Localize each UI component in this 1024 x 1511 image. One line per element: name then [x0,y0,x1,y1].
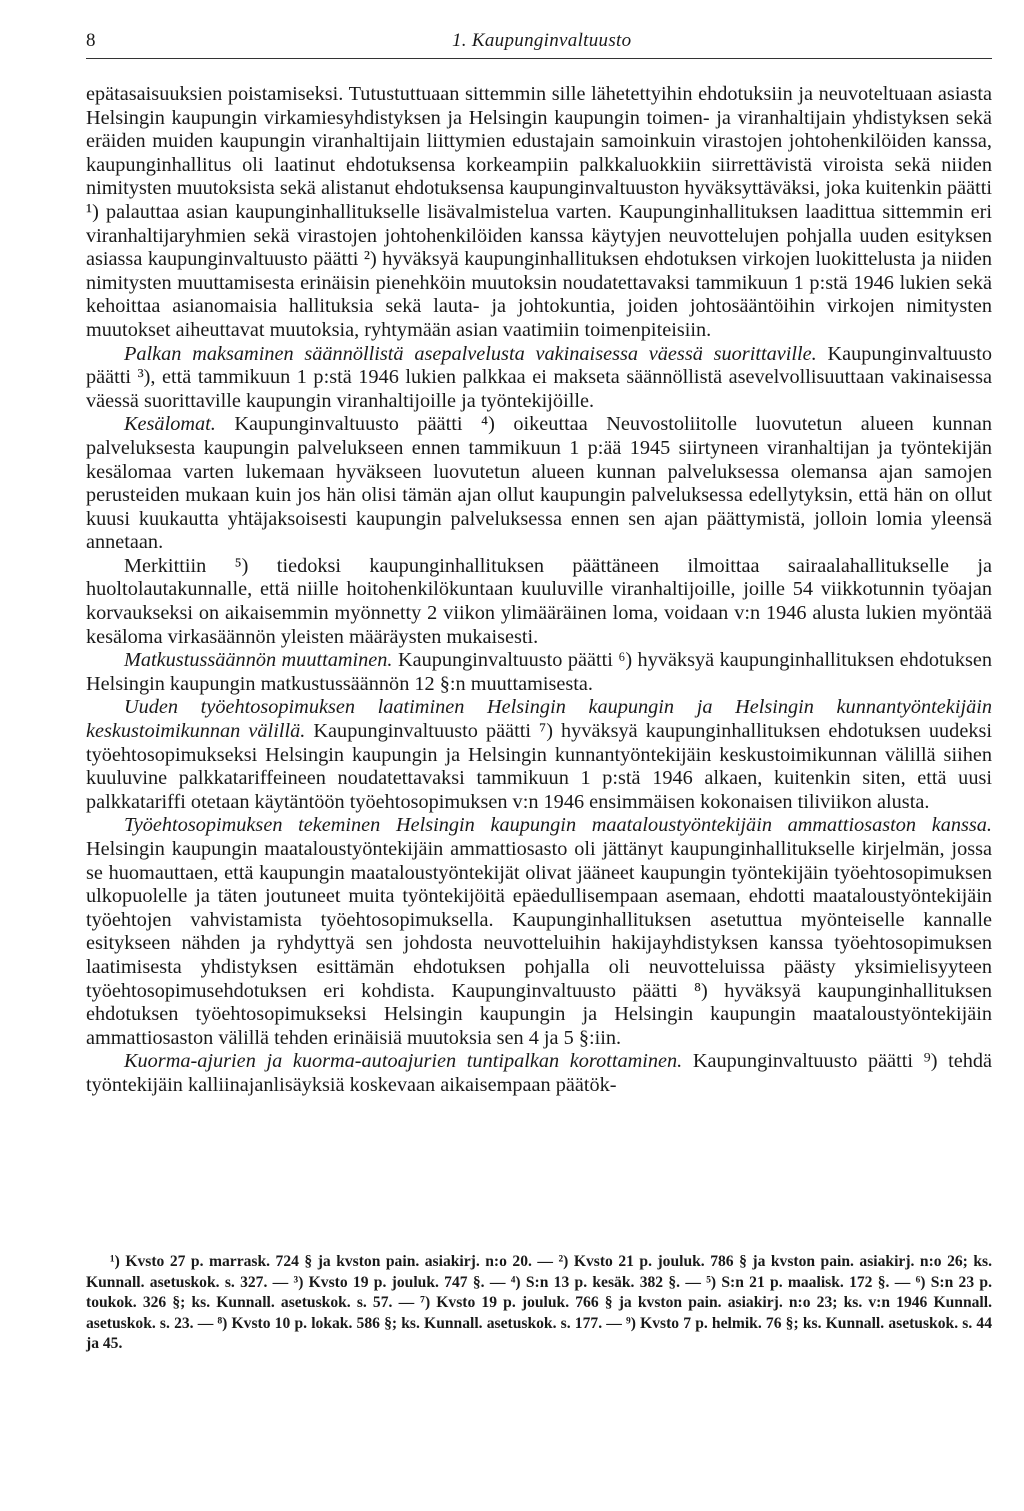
paragraph [86,555,992,649]
run-in-heading: Kuorma-ajurien ja kuorma-autoajurien tuntipalkan korottaminen. [124,1050,683,1073]
paragraph-text: Kaupunginvaltuusto päätti ⁶) hyväksyä kaupunginhallituksen ehdotuksen Helsingin kaupungin matkustussäännön 12 §:n muuttamisesta. [86,649,992,695]
page-number: 8 [86,30,96,51]
run-in-heading: Työehtosopimuksen tekeminen Helsingin kaupungin maataloustyöntekijäin ammattiosaston kanssa. [124,814,992,837]
paragraph [86,83,992,343]
run-in-heading: Uuden työehtosopimuksen laatiminen Helsingin kaupungin ja Helsingin kunnantyöntekijäin keskustoimikunnan välillä. [86,696,992,743]
footnotes [86,1252,992,1355]
page-header [86,28,992,59]
run-in-heading: Palkan maksaminen säännöllistä asepalvelusta vakinaisessa väessä suorittaville. [124,342,817,365]
paragraph-text: Merkittiin ⁵) tiedoksi kaupunginhallituksen päättäneen ilmoittaa sairaalahallitukselle ja huoltolautakunnalle, että niille hoitohenkilökuntaan kuuluville viranhaltijoille, joille 54 viikkotunnin työajan korvaukseksi on aikaisemmin myönnetty 2 viikon ylimääräinen loma, voidaan v:n 1946 alusta lukien myöntää kesäloma virkasäännön yleisten määräysten mukaisesti. [86,554,992,648]
paragraph-text: Kaupunginvaltuusto päätti ³), että tammikuun 1 p:stä 1946 lukien palkkaa ei makseta säännöllistä asevelvollisuuttaan vakinaisessa väessä suorittaville kaupungin viranhaltijoille ja työntekijöille. [86,342,992,412]
run-in-heading: Kesälomat. [124,413,216,436]
run-in-heading: Matkustussäännön muuttaminen. [124,649,393,672]
paragraph [86,649,992,696]
paragraph-text: Kaupunginvaltuusto päätti ⁷) hyväksyä kaupunginhallituksen ehdotuksen uudeksi työehtosopimukseksi Helsingin kaupungin ja Helsingin kunnantyöntekijäin keskustoimikunnan välillä siihen kuuluvine palkkatariffeineen noudatettavaksi tammikuun 1 p:stä 1946 alkaen, kuitenkin siten, että uusi palkkatariffi otetaan käytäntöön työehtosopimuksen v:n 1946 ensimmäisen kokonaisen tiliviikon alusta. [86,720,992,813]
paragraph-text: Kaupunginvaltuusto päätti ⁹) tehdä työntekijäin kalliinajanlisäyksiä koskevaan aikaisempaan päätök- [86,1050,992,1096]
main-text [86,83,992,1098]
paragraph [86,696,992,814]
paragraph [86,814,992,1050]
paragraph-text: Helsingin kaupungin maataloustyöntekijäin ammattiosasto oli jättänyt kaupunginhallitukselle kirjelmän, jossa se huomauttaen, että kaupungin maataloustyöntekijät olivat jääneet kaupungin työntekijäin työehtosopimuksen ulkopuolelle ja täten joutuneet muita työntekijöitä epäedullisempaan asemaan, ehdotti maataloustyöntekijäin työehtojen vahvistamista työehtosopimuksella. Kaupunginhallituksen asetuttua myönteiselle kannalle esitykseen nähden ja ryhdyttyä sen johdosta neuvotteluihin hakijayhdistyksen kanssa työehtosopimuksen laatimisesta yhdistyksen esittämän ehdotuksen pohjalla oli neuvotteluissa päästy yksimielisyyteen työehtosopimusehdotuksen eri kohdista. Kaupunginvaltuusto päätti ⁸) hyväksyä kaupunginhallituksen ehdotuksen työehtosopimukseksi Helsingin kaupungin ja Helsingin kaupungin maataloustyöntekijäin ammattiosaston välillä tehden erinäisiä muutoksia sen 4 ja 5 §:iin. [86,838,992,1049]
paragraph [86,1050,992,1097]
paragraph [86,343,992,414]
footnote-text: ¹) Kvsto 27 p. marrask. 724 § ja kvston pain. asiakirj. n:o 20. — ²) Kvsto 21 p. jouluk. 786 § ja kvston pain. asiakirj. n:o 26; ks. Kunnall. asetuskok. s. 327. — ³) Kvsto 19 p. jouluk. 747 §. — ⁴) S:n 13 p. kesäk. 382 §. — ⁵) S:n 21 p. maalisk. 172 §. — ⁶) S:n 23 p. toukok. 326 §; ks. Kunnall. asetuskok. s. 57. — ⁷) Kvsto 19 p. jouluk. 766 § ja kvston pain. asiakirj. n:o 23; ks. v:n 1946 Kunnall. asetuskok. s. 23. — ⁸) Kvsto 10 p. lokak. 586 §; ks. Kunnall. asetuskok. s. 177. — ⁹) Kvsto 7 p. helmik. 76 §; ks. Kunnall. asetuskok. s. 44 ja 45. [86,1253,992,1353]
paragraph-text: epätasaisuuksien poistamiseksi. Tutustuttuaan sittemmin sille lähetettyihin ehdotuksiin ja neuvoteltuaan asiasta Helsingin kaupungin virkamiesyhdistyksen ja Helsingin kaupungin toimen- ja viranhaltijain yhdistyksen sekä eräiden muiden kaupungin viranhaltijain liittymien edustajain samoinkuin virastojen johtohenkilöiden kanssa, kaupunginhallitus oli laatinut ehdotuksensa korkeampiin palkkaluokkiin siirrettävistä viroista sekä niiden nimitysten muutoksista sekä alistanut ehdotuksensa kaupunginvaltuuston hyväksyttäväksi, joka kuitenkin päätti ¹) palauttaa asian kaupunginhallitukselle lisävalmistelua varten. Kaupunginhallituksen laadittua sittemmin eri viranhaltijaryhmien sekä virastojen johtohenkilöiden kanssa käytyjen neuvottelujen pohjalla uuden esityksen asiassa kaupunginvaltuusto päätti ²) hyväksyä kaupunginhallituksen ehdotuksen virkojen luokittelusta ja niiden nimitysten muuttamisesta erinäisin pienehköin muutoksin noudatettavaksi tammikuun 1 p:stä 1946 lukien sekä kehoittaa asianomaisia hallituksia sekä lauta- ja johtokuntia, joiden johtosääntöihin virkojen nimitysten muutokset aiheuttavat muutoksia, ryhtymään asian vaatimiin toimenpiteisiin. [86,83,992,341]
paragraph-text: Kaupunginvaltuusto päätti ⁴) oikeuttaa Neuvostoliitolle luovutetun alueen kunnan palveluksesta kaupungin palvelukseen ennen tammikuun 1 p:ää 1945 siirtyneen viranhaltijan ja työntekijän kesälomaa varten lukemaan hyväkseen luovutetun alueen kunnan palveluksessa olemansa ajan samojen perusteiden mukaan kuin jos hän olisi tämän ajan ollut kaupungin palveluksessa edellytyksin, että hän on ollut kuusi kuukautta yhtäjaksoisesti kaupungin palveluksessa ennen sen ajan päättymistä, jolloin lomia yleensä annetaan. [86,413,992,554]
running-title: 1. Kaupunginvaltuusto [452,30,632,51]
paragraph [86,413,992,555]
